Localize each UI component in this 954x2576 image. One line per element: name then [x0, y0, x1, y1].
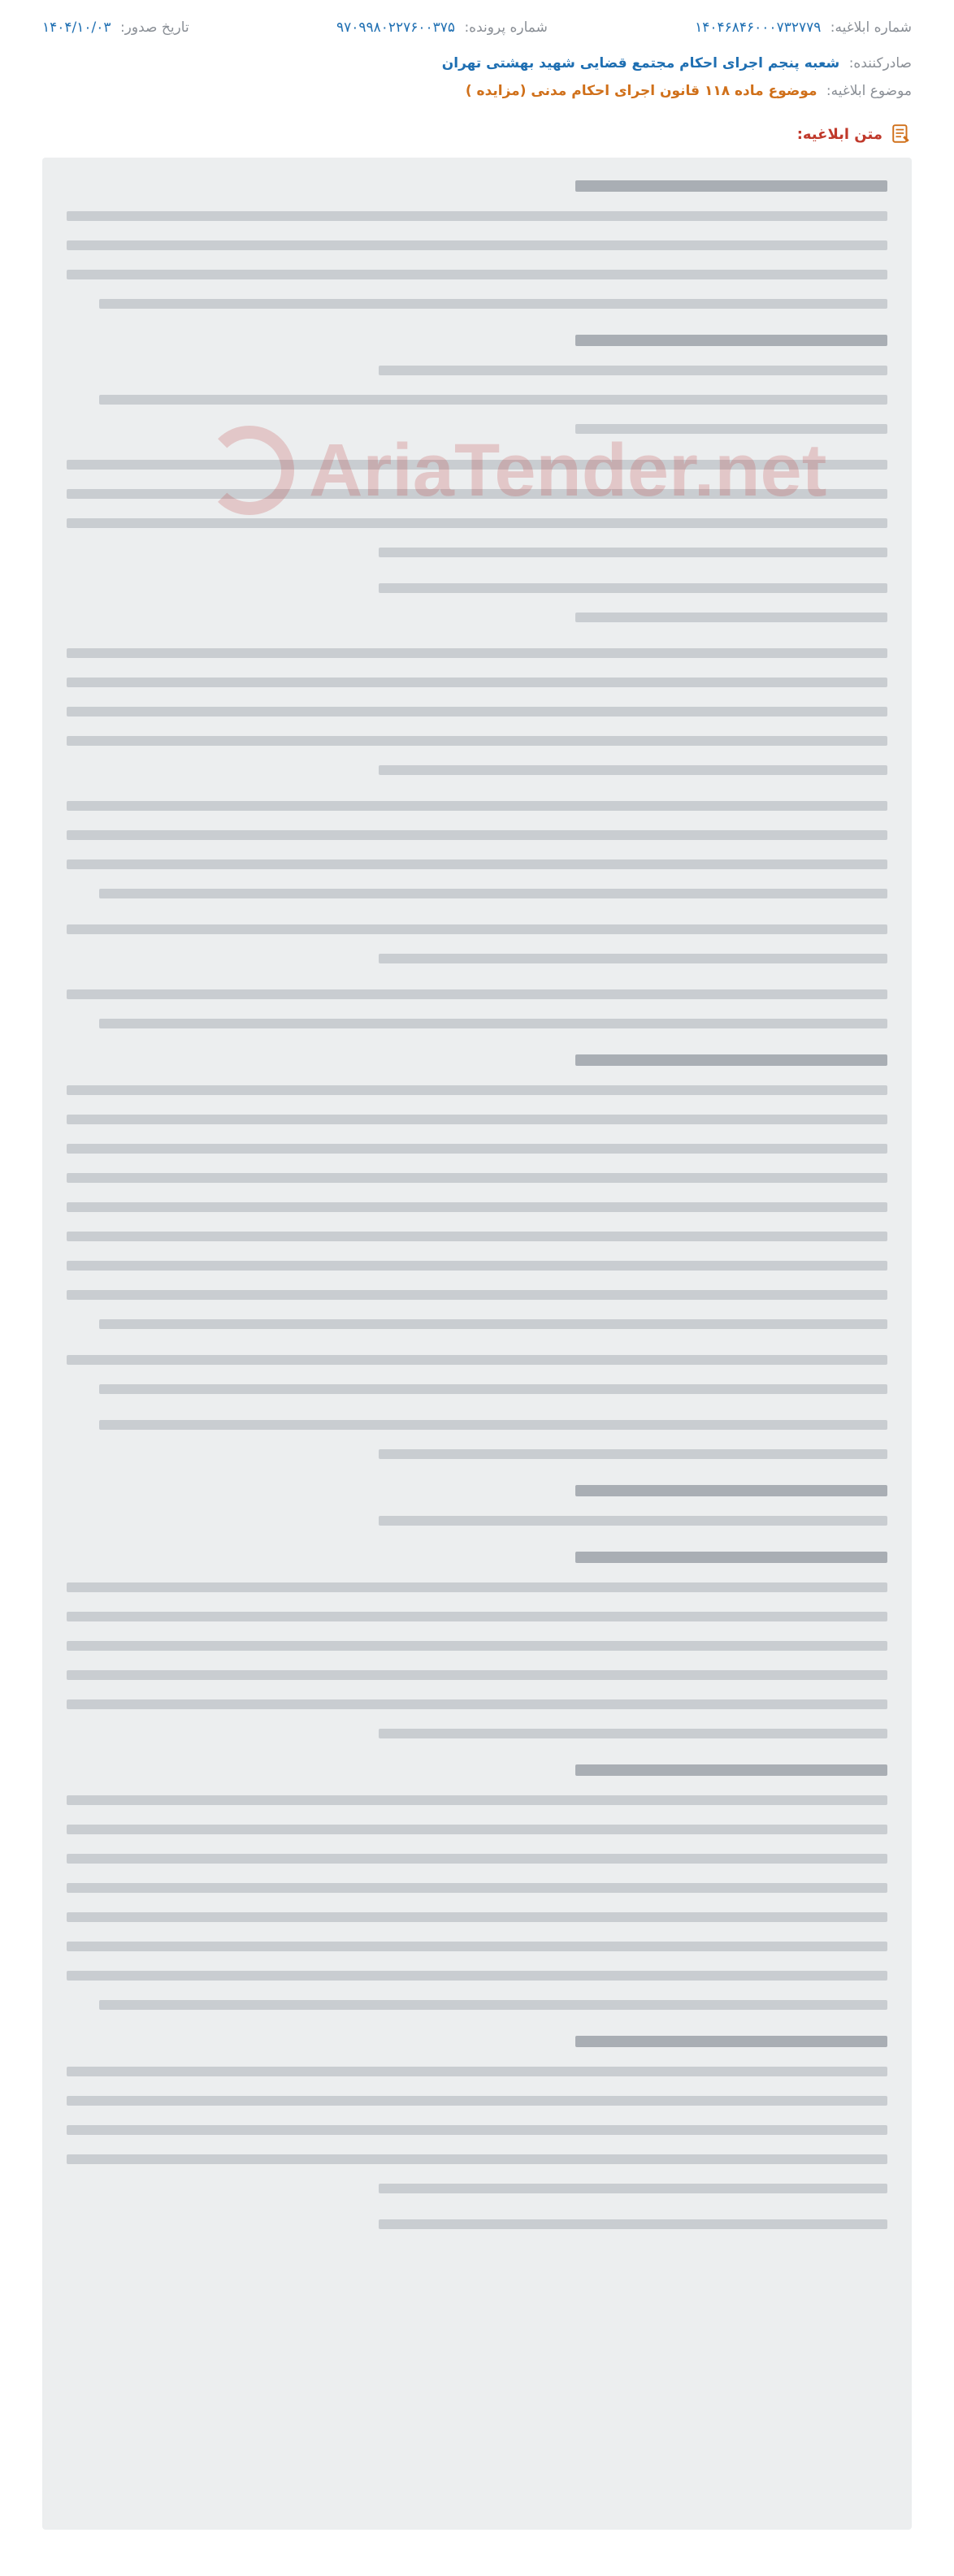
body-paragraph — [67, 1552, 887, 1738]
body-paragraph — [67, 1420, 887, 1459]
body-paragraph — [67, 1355, 887, 1394]
notice-body — [42, 158, 912, 2530]
body-paragraph — [67, 460, 887, 557]
body-paragraph — [67, 1485, 887, 1526]
subject-row: موضوع ابلاغیه: موضوع ماده ۱۱۸ قانون اجرای احکام مدنی (مزایده ) — [465, 83, 912, 99]
body-paragraph — [67, 180, 887, 309]
watermark: AriaTender.net — [205, 426, 826, 515]
body-paragraph — [67, 2036, 887, 2193]
issuer-link[interactable]: شعبه پنجم اجرای احکام مجتمع قضایی شهید بهشتی تهران — [441, 55, 840, 71]
body-paragraph — [67, 1764, 887, 2010]
body-paragraph — [67, 648, 887, 775]
meta-top-row — [42, 0, 912, 55]
body-paragraph — [67, 2219, 887, 2229]
body-paragraph — [67, 801, 887, 898]
issue-date: تاریخ صدور: ۱۴۰۴/۱۰/۰۳ — [42, 19, 189, 36]
body-paragraph — [67, 989, 887, 1028]
document-icon — [891, 123, 912, 145]
case-number: شماره پرونده: ۹۷۰۹۹۸۰۲۲۷۶۰۰۳۷۵ — [336, 19, 548, 36]
body-paragraph — [67, 583, 887, 622]
body-paragraph — [67, 1054, 887, 1329]
announcement-number: شماره ابلاغیه: ۱۴۰۴۶۸۴۶۰۰۰۷۳۲۷۷۹ — [695, 19, 912, 36]
notice-title: متن ابلاغیه: — [42, 123, 912, 145]
body-paragraph — [67, 335, 887, 434]
body-paragraph — [67, 924, 887, 963]
issuer-row: صادرکننده: شعبه پنجم اجرای احکام مجتمع قضایی شهید بهشتی تهران — [441, 55, 912, 71]
